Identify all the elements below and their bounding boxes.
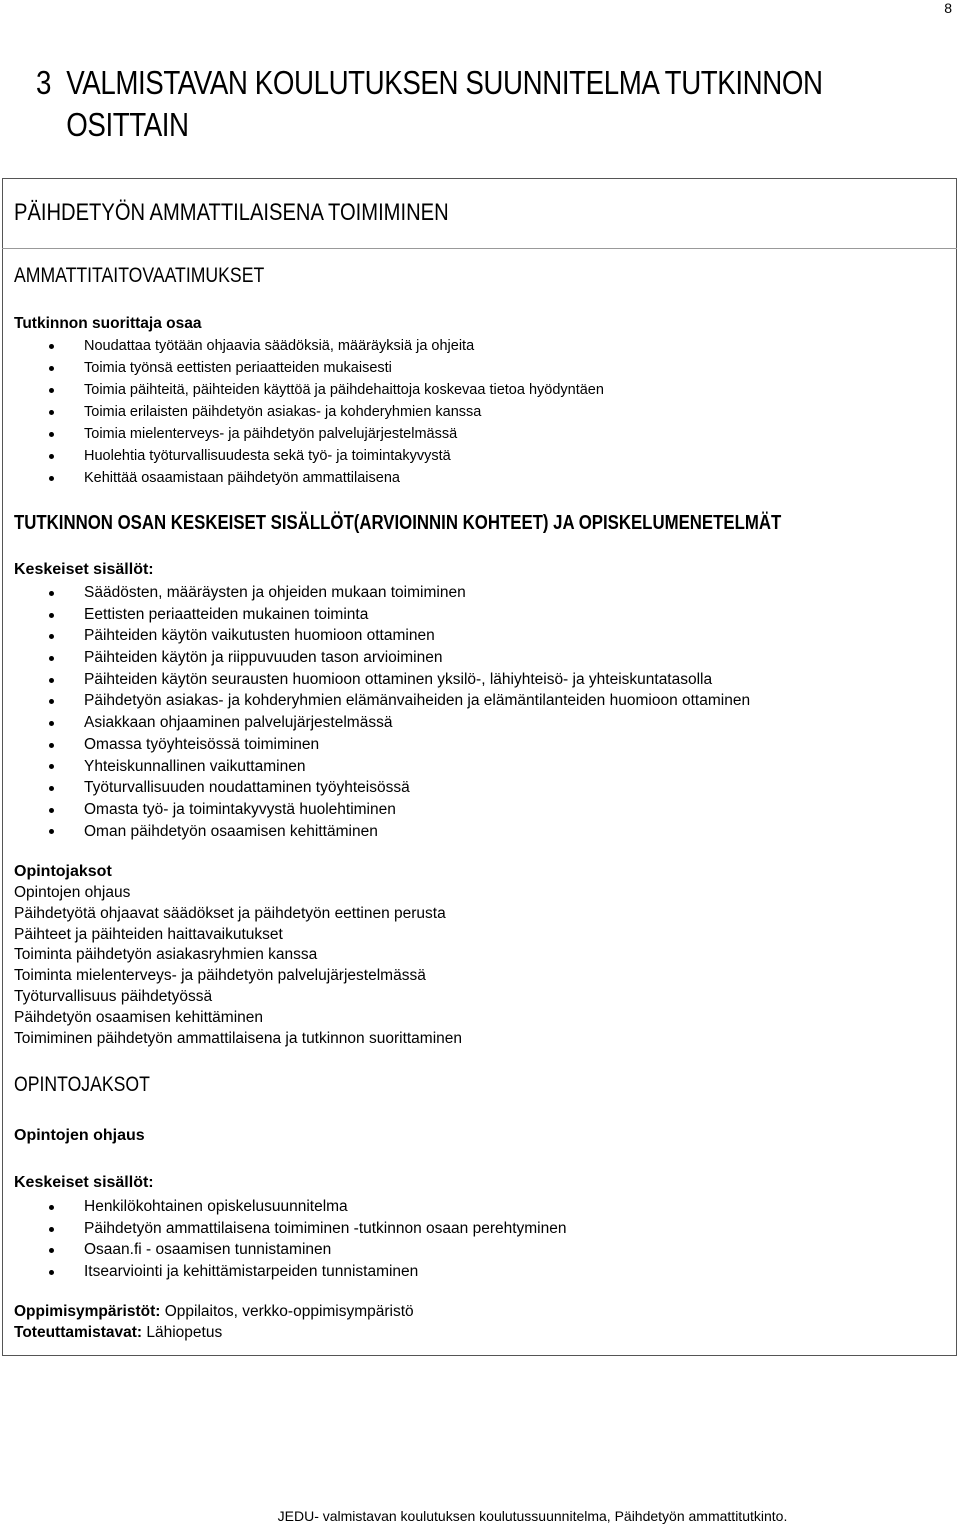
bullet-icon xyxy=(49,432,54,437)
list-item: Päihteiden käytön vaikutusten huomioon ottaminen xyxy=(0,625,750,647)
list-item: Päihdetyön asiakas- ja kohderyhmien elämänvaiheiden ja elämäntilanteiden huomioon ottaminen xyxy=(0,690,750,712)
list-item: Kehittää osaamistaan päihdetyön ammattilaisena xyxy=(0,467,604,489)
requirements-heading: AMMATTITAITOVAATIMUKSET xyxy=(14,264,265,287)
list-item: Työturvallisuus päihdetyössä xyxy=(14,987,213,1005)
bullet-icon xyxy=(49,678,54,683)
list-item: Toiminta päihdetyön asiakasryhmien kanssa xyxy=(14,946,318,964)
module-title: PÄIHDETYÖN AMMATTILAISENA TOIMIMINEN xyxy=(14,199,449,226)
bullet-icon xyxy=(49,808,54,813)
bullet-icon xyxy=(49,721,54,726)
list-item: Toimia työnsä eettisten periaatteiden mukaisesti xyxy=(0,357,604,379)
contents-list xyxy=(0,582,750,842)
unit-contents-label: Keskeiset sisällöt: xyxy=(14,1174,154,1191)
list-item: Päihteiden käytön ja riippuvuuden tason arvioiminen xyxy=(0,647,750,669)
list-item: Päihdetyön osaamisen kehittäminen xyxy=(14,1008,264,1026)
learning-environments-value: Oppilaitos, verkko-oppimisympäristö xyxy=(164,1303,414,1320)
bullet-icon xyxy=(49,829,54,834)
list-item: Toimia päihteitä, päihteiden käyttöä ja päihdehaittoja koskevaa tietoa hyödyntäen xyxy=(0,379,604,401)
chapter-number: 3 xyxy=(36,64,52,101)
page-footer: JEDU- valmistavan koulutuksen koulutussuunnitelma, Päihdetyön ammattitutkinto. xyxy=(277,1508,788,1524)
list-item: Henkilökohtainen opiskelusuunnitelma xyxy=(0,1196,567,1218)
unit-title: Opintojen ohjaus xyxy=(14,1127,145,1144)
list-item: Työturvallisuuden noudattaminen työyhteisössä xyxy=(0,777,750,799)
list-item: Omasta työ- ja toimintakyvystä huolehtiminen xyxy=(0,799,750,821)
list-item: Toimia mielenterveys- ja päihdetyön palvelujärjestelmässä xyxy=(0,423,604,445)
chapter-title xyxy=(36,62,823,146)
bullet-icon xyxy=(49,366,54,371)
learning-environments xyxy=(14,1301,414,1322)
implementation-methods-value: Lähiopetus xyxy=(146,1324,223,1341)
list-item: Päihteiden käytön seurausten huomioon ottaminen yksilö-, lähiyhteisö- ja yhteiskuntatasolla xyxy=(0,669,750,691)
bullet-icon xyxy=(49,699,54,704)
contents-label: Keskeiset sisällöt: xyxy=(14,561,154,578)
list-item: Opintojen ohjaus xyxy=(14,884,131,901)
list-item: Päihdetyötä ohjaavat säädökset ja päihdetyön eettinen perusta xyxy=(14,904,446,922)
chapter-title-line2: OSITTAIN xyxy=(66,106,189,143)
study-units-label: Opintojaksot xyxy=(14,863,112,880)
table-row-divider xyxy=(2,248,957,249)
list-item: Toimiminen päihdetyön ammattilaisena ja tutkinnon suorittaminen xyxy=(14,1029,463,1047)
list-item: Omassa työyhteisössä toimiminen xyxy=(0,734,750,756)
bullet-icon xyxy=(49,786,54,791)
list-item: Noudattaa työtään ohjaavia säädöksiä, määräyksiä ja ohjeita xyxy=(0,335,604,357)
list-item: Toimia erilaisten päihdetyön asiakas- ja kohderyhmien kanssa xyxy=(0,401,604,423)
page-number: 8 xyxy=(944,0,952,16)
requirements-list xyxy=(0,335,604,489)
bullet-icon xyxy=(49,454,54,459)
bullet-icon xyxy=(49,634,54,639)
bullet-icon xyxy=(49,410,54,415)
bullet-icon xyxy=(49,591,54,596)
bullet-icon xyxy=(49,388,54,393)
implementation-methods-label: Toteuttamistavat: xyxy=(14,1324,143,1341)
list-item: Itsearviointi ja kehittämistarpeiden tunnistaminen xyxy=(0,1261,567,1283)
list-item: Säädösten, määräysten ja ohjeiden mukaan toimiminen xyxy=(0,582,750,604)
list-item: Osaan.fi - osaamisen tunnistaminen xyxy=(0,1239,567,1261)
list-item: Päihteet ja päihteiden haittavaikutukset xyxy=(14,925,283,943)
implementation-methods xyxy=(14,1322,222,1343)
bullet-icon xyxy=(49,1205,54,1210)
bullet-icon xyxy=(49,764,54,769)
bullet-icon xyxy=(49,1227,54,1232)
bullet-icon xyxy=(49,743,54,748)
bullet-icon xyxy=(49,1270,54,1275)
list-item: Eettisten periaatteiden mukainen toiminta xyxy=(0,604,750,626)
unit-contents-list xyxy=(0,1196,567,1283)
contents-heading: TUTKINNON OSAN KESKEISET SISÄLLÖT(ARVIOINNIN KOHTEET) JA OPISKELUMENETELMÄT xyxy=(14,512,782,534)
chapter-title-line1: VALMISTAVAN KOULUTUKSEN SUUNNITELMA TUTKINNON xyxy=(66,64,823,101)
study-units-list xyxy=(14,883,462,1049)
bullet-icon xyxy=(49,476,54,481)
requirements-subheading: Tutkinnon suorittaja osaa xyxy=(14,315,202,332)
bullet-icon xyxy=(49,656,54,661)
bullet-icon xyxy=(49,613,54,618)
list-item: Toiminta mielenterveys- ja päihdetyön palvelujärjestelmässä xyxy=(14,967,426,985)
list-item: Huolehtia työturvallisuudesta sekä työ- ja toimintakyvystä xyxy=(0,445,604,467)
list-item: Päihdetyön ammattilaisena toimiminen -tutkinnon osaan perehtyminen xyxy=(0,1218,567,1240)
list-item: Oman päihdetyön osaamisen kehittäminen xyxy=(0,821,750,843)
bullet-icon xyxy=(49,344,54,349)
list-item: Yhteiskunnallinen vaikuttaminen xyxy=(0,756,750,778)
units-heading: OPINTOJAKSOT xyxy=(14,1073,150,1096)
bullet-icon xyxy=(49,1248,54,1253)
learning-environments-label: Oppimisympäristöt: xyxy=(14,1303,161,1320)
list-item: Asiakkaan ohjaaminen palvelujärjestelmässä xyxy=(0,712,750,734)
